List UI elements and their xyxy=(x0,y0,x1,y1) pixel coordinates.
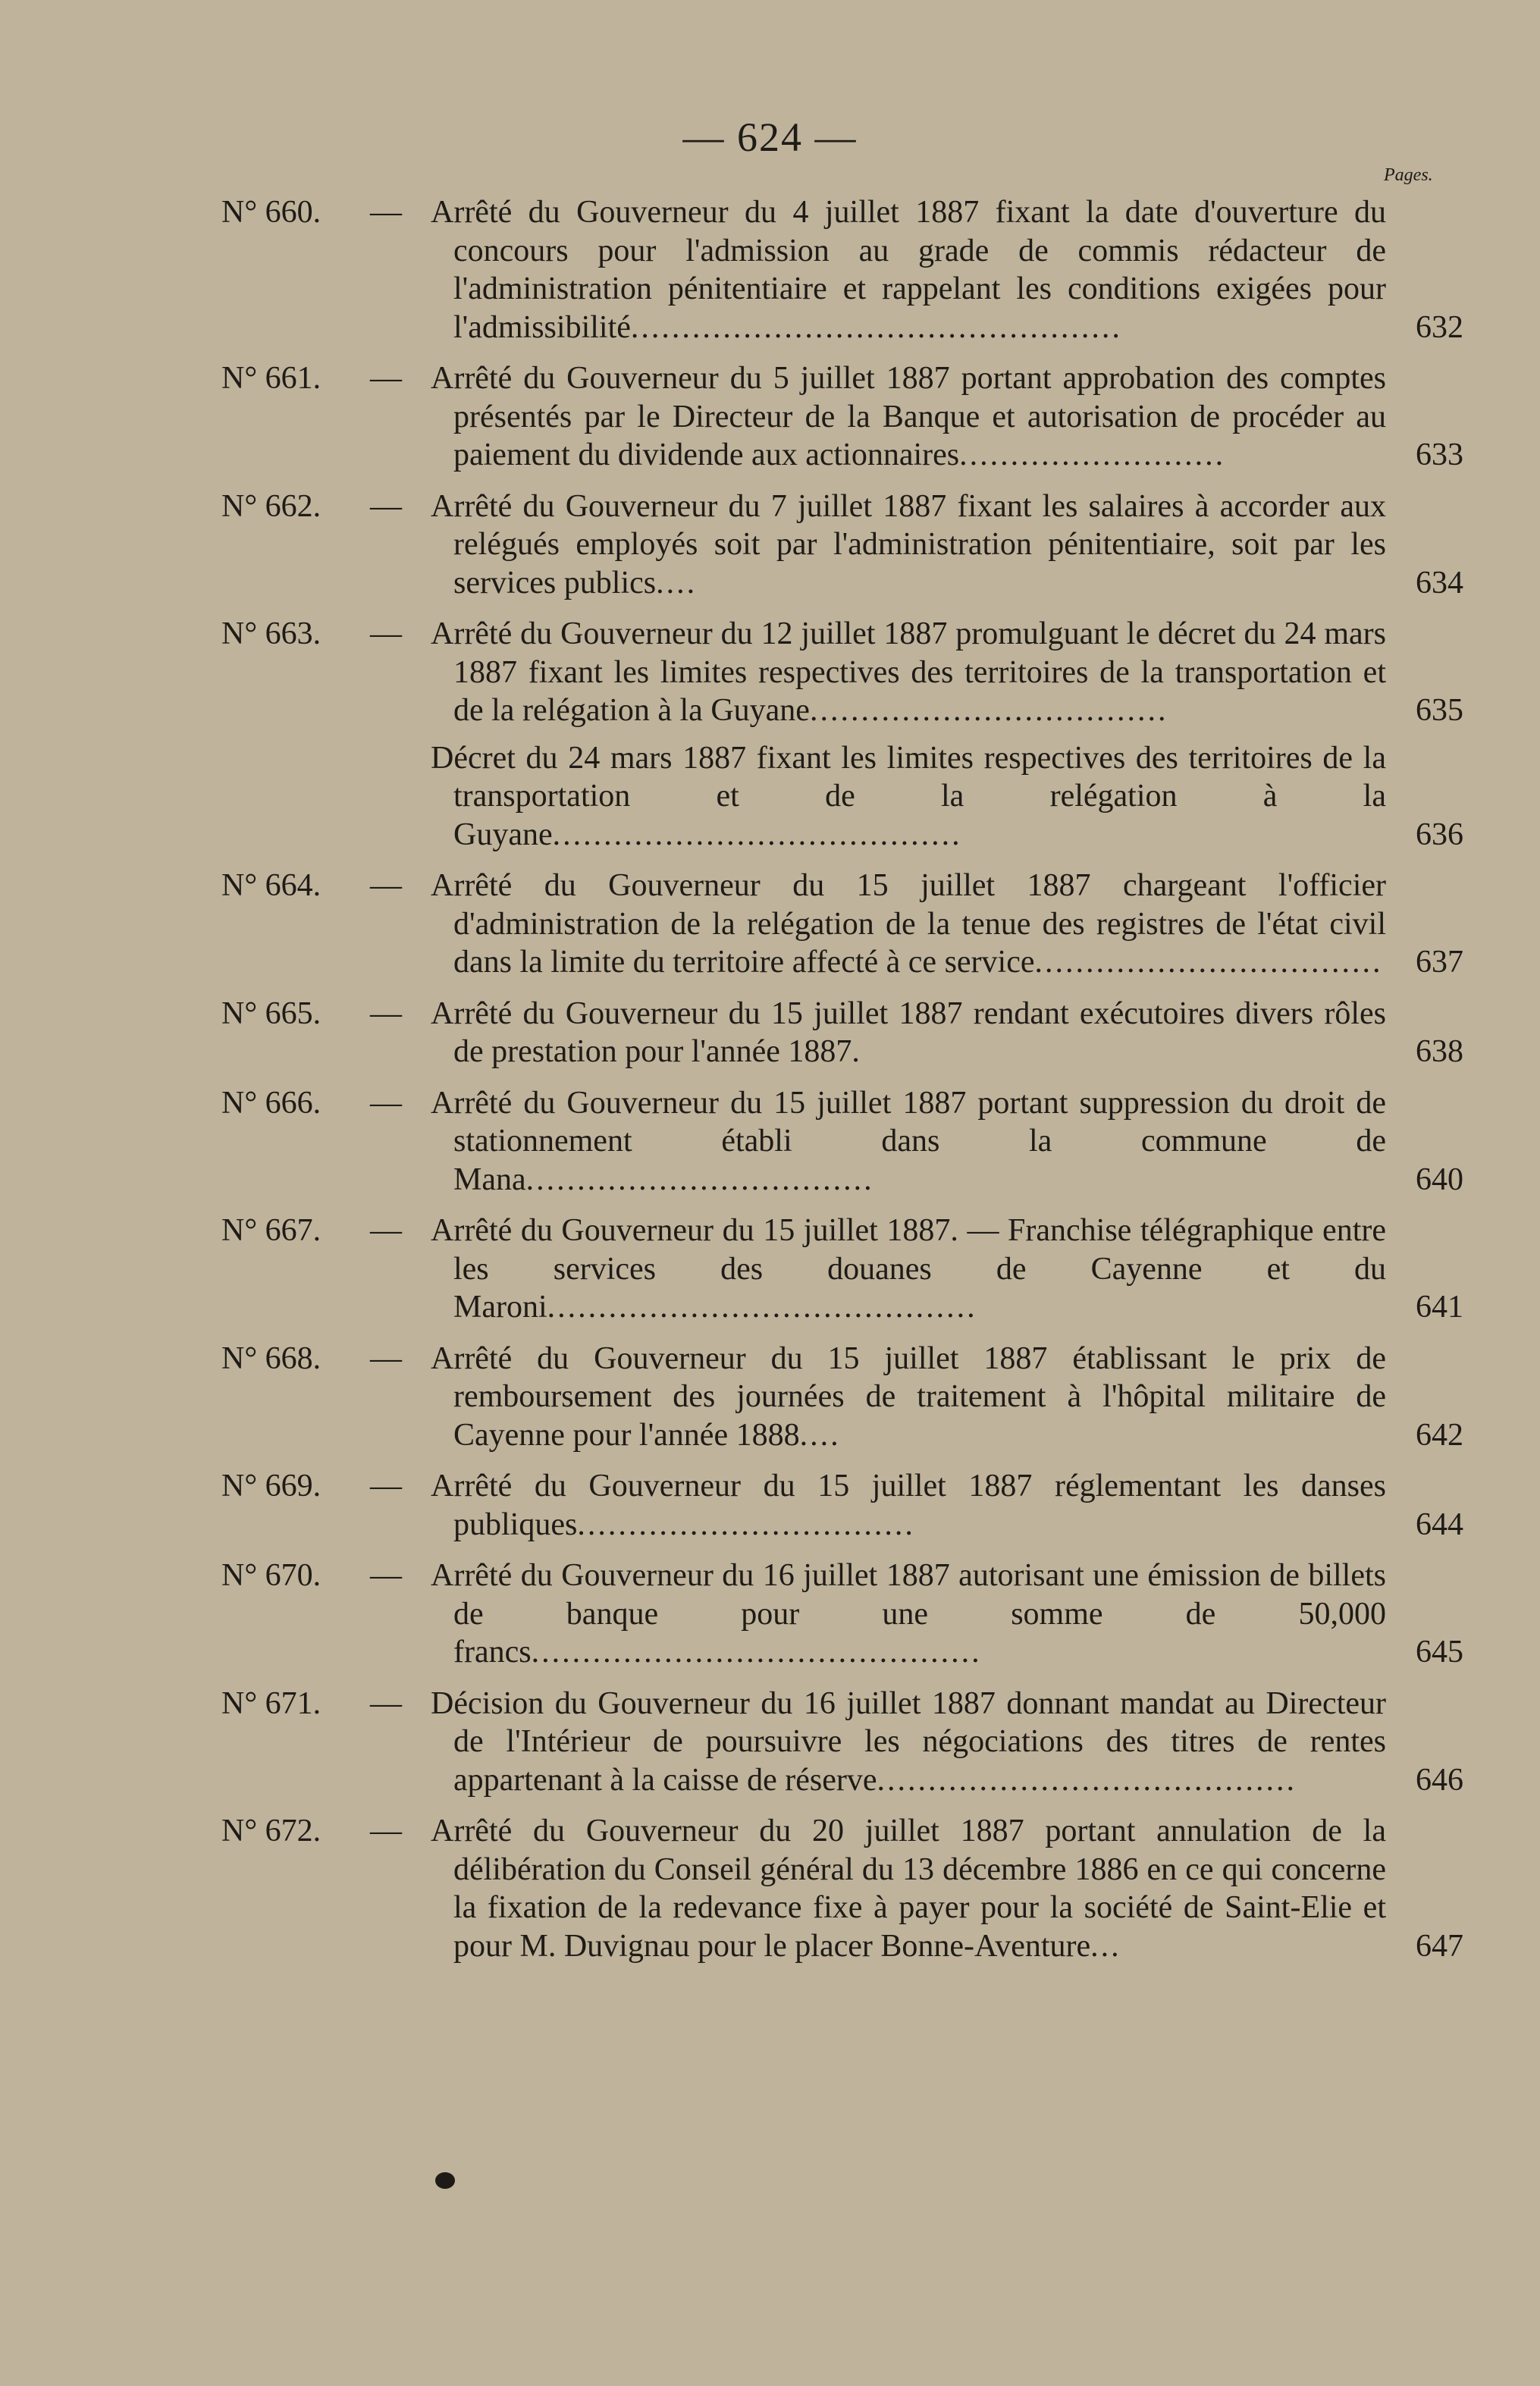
entry-dash: — xyxy=(370,1340,402,1376)
entry-dash: — xyxy=(370,195,402,230)
leader-dots: ................................................ xyxy=(630,309,1122,345)
entry-number: N° 661. xyxy=(221,361,321,396)
leader-dots: ................................... xyxy=(809,693,1168,728)
entry-text: Arrêté du Gouverneur du 15 juillet 1887. — Franchise télégraphique entre les services des douanes de Cayenne et du Maroni xyxy=(431,1213,1386,1325)
entry-page-number: 640 xyxy=(1416,1162,1463,1197)
entry-page-number: 635 xyxy=(1416,693,1463,728)
entry-page-number: 637 xyxy=(1416,945,1463,980)
toc-entry-669 xyxy=(0,1467,1540,1544)
entry-page-number: 642 xyxy=(1416,1417,1463,1453)
entry-dash: — xyxy=(370,1685,402,1721)
entry-page-number: 646 xyxy=(1416,1762,1463,1798)
leader-dots: ................................. xyxy=(577,1507,915,1542)
toc-entry-663 xyxy=(0,615,1540,730)
toc-entry-668 xyxy=(0,1340,1540,1455)
entry-page-number: 645 xyxy=(1416,1635,1463,1670)
entry-text: Arrêté du Gouverneur du 15 juillet 1887 établissant le prix de remboursement des journées de traitement à l'hôpital militaire de Cayenne pour l'année 1888 xyxy=(431,1340,1386,1453)
pages-column-header: Pages. xyxy=(1384,165,1433,185)
entry-dash: — xyxy=(370,616,402,651)
entry-text: Arrêté du Gouverneur du 16 juillet 1887 autorisant une émission de billets de banque pour une somme de 50,000 francs xyxy=(431,1558,1386,1670)
leader-dots: .................................. xyxy=(525,1162,874,1197)
toc-entry-671 xyxy=(0,1685,1540,1800)
entry-dash: — xyxy=(370,1213,402,1248)
leader-dots: .... xyxy=(799,1417,841,1453)
leader-dots: ......................................... xyxy=(877,1762,1297,1798)
entry-text: Arrêté du Gouverneur du 15 juillet 1887 rendant exécutoires divers rôles de prestation pour l'année 1887. xyxy=(431,995,1386,1069)
entry-number: N° 668. xyxy=(221,1340,321,1376)
leader-dots: .......................... xyxy=(959,437,1226,472)
entry-dash: — xyxy=(370,1558,402,1593)
entry-text: Arrêté du Gouverneur du 15 juillet 1887 chargeant l'officier d'administration de la relégation de la tenue des registres de l'état civil dans la limite du territoire affecté à ce service xyxy=(431,868,1386,980)
entry-number: N° 664. xyxy=(221,868,321,903)
toc-entry-665 xyxy=(0,995,1540,1071)
table-of-contents xyxy=(0,193,1540,1965)
entry-number: N° 662. xyxy=(221,488,321,524)
entry-number: N° 672. xyxy=(221,1814,321,1848)
entry-page-number: 636 xyxy=(1416,817,1463,852)
entry-dash: — xyxy=(370,1469,402,1503)
entry-page-number: 634 xyxy=(1416,565,1463,600)
entry-text: Arrêté du Gouverneur du 15 juillet 1887 portant suppression du droit de stationnement établi dans la commune de Mana xyxy=(431,1085,1386,1197)
toc-entry-667 xyxy=(0,1212,1540,1327)
entry-text: Décret du 24 mars 1887 fixant les limites respectives des territoires de la transportation et de la relégation à la Guyane xyxy=(431,740,1386,852)
leader-dots: ............................................ xyxy=(531,1635,982,1670)
entry-page-number: 633 xyxy=(1416,437,1463,472)
entry-number: N° 667. xyxy=(221,1213,321,1248)
entry-dash: — xyxy=(370,488,402,524)
page-number: — 624 — xyxy=(682,114,858,160)
entry-page-number: 641 xyxy=(1416,1290,1463,1325)
entry-dash: — xyxy=(370,1814,402,1848)
entry-page-number: 644 xyxy=(1416,1507,1463,1542)
entry-number: N° 666. xyxy=(221,1085,321,1121)
leader-dots: .......................................... xyxy=(547,1290,977,1325)
entry-number: N° 660. xyxy=(221,195,321,230)
entry-page-number: 638 xyxy=(1416,1034,1463,1069)
toc-entry-666 xyxy=(0,1084,1540,1199)
entry-text: Arrêté du Gouverneur du 12 juillet 1887 promulguant le décret du 24 mars 1887 fixant les limites respectives des territoires de la transportation et de la relégation à la Guyane xyxy=(431,616,1386,728)
entry-dash: — xyxy=(370,361,402,396)
toc-entry-661 xyxy=(0,359,1540,475)
entry-number: N° 665. xyxy=(221,995,321,1031)
entry-number: N° 669. xyxy=(221,1469,321,1503)
toc-entry-664 xyxy=(0,867,1540,982)
entry-dash: — xyxy=(370,1085,402,1121)
entry-text: Arrêté du Gouverneur du 4 juillet 1887 fixant la date d'ouverture du concours pour l'admission au grade de commis rédacteur de l'administration pénitentiaire et rappelant les conditions exigées pour l'admissibilité xyxy=(431,195,1386,345)
toc-entry-decret xyxy=(0,739,1540,854)
entry-page-number: 647 xyxy=(1416,1928,1463,1964)
toc-entry-662 xyxy=(0,488,1540,603)
leader-dots: ... xyxy=(1090,1928,1121,1964)
entry-text: Décision du Gouverneur du 16 juillet 1887 donnant mandat au Directeur de l'Intérieur de poursuivre les négociations des titres de rentes appartenant à la caisse de réserve xyxy=(431,1685,1386,1798)
entry-text: Arrêté du Gouverneur du 20 juillet 1887 portant annulation de la délibération du Conseil général du 13 décembre 1886 en ce qui concerne la fixation de la redevance fixe à payer pour la société de Saint-Elie et pour M. Duvignau pour le placer Bonne-Aventure xyxy=(431,1814,1386,1964)
leader-dots: .... xyxy=(656,565,698,600)
entry-dash: — xyxy=(370,995,402,1031)
entry-number: N° 671. xyxy=(221,1685,321,1721)
entry-number: N° 663. xyxy=(221,616,321,651)
leader-dots: .................................. xyxy=(1034,945,1383,980)
entry-text: Arrêté du Gouverneur du 7 juillet 1887 fixant les salaires à accorder aux relégués employés soit par l'administration pénitentiaire, soit par les services publics xyxy=(431,488,1386,600)
entry-text: Arrêté du Gouverneur du 15 juillet 1887 réglementant les danses publiques xyxy=(431,1469,1386,1542)
toc-entry-660 xyxy=(0,193,1540,346)
entry-dash: — xyxy=(370,868,402,903)
ink-blot xyxy=(435,2172,455,2189)
toc-entry-670 xyxy=(0,1557,1540,1672)
leader-dots: ........................................ xyxy=(552,817,962,852)
entry-number: N° 670. xyxy=(221,1558,321,1593)
entry-text: Arrêté du Gouverneur du 5 juillet 1887 portant approbation des comptes présentés par le Directeur de la Banque et autorisation de procéder au paiement du dividende aux actionnaires xyxy=(431,361,1386,472)
toc-entry-672 xyxy=(0,1812,1540,1965)
entry-page-number: 632 xyxy=(1416,309,1463,345)
